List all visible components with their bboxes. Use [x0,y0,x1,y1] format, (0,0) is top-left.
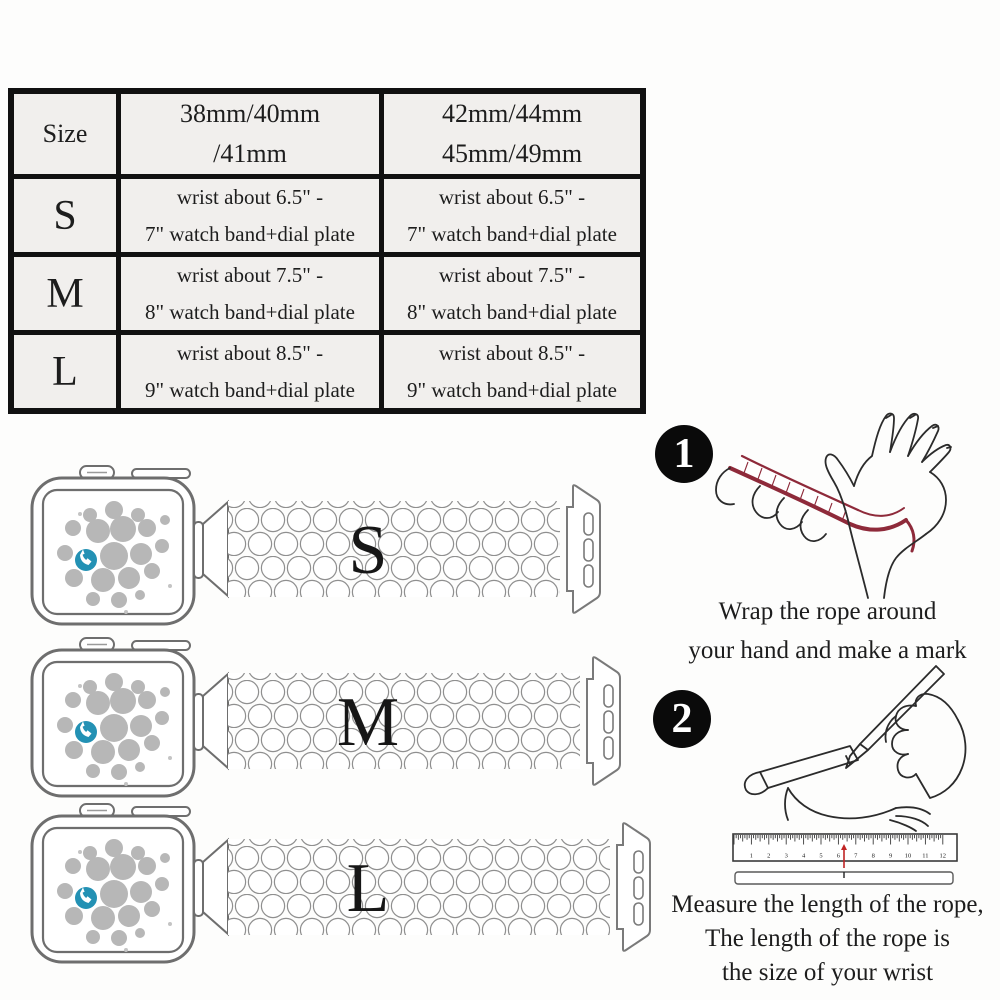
svg-text:11: 11 [922,852,929,860]
svg-text:5: 5 [819,852,823,860]
cell-s-small: wrist about 6.5" - 7" watch band+dial plate [121,179,379,252]
watch-band-svg-s [0,460,670,638]
step-1-caption [650,592,1000,670]
svg-text:6: 6 [836,852,841,860]
svg-text:8: 8 [871,852,875,860]
cell-l-large: wrist about 8.5" - 9" watch band+dial plate [384,335,640,408]
svg-text:10: 10 [904,852,912,860]
size-header-label: Size [42,119,88,148]
band-size-letter: S [348,512,388,589]
band-adapter-icon [587,657,620,785]
svg-text:3: 3 [784,852,788,860]
bubble-strip [228,839,610,935]
step-2-caption-line-3: the size of your wrist [721,959,934,986]
step-2-caption-line-2: The length of the rope is [704,925,951,952]
cell-m-large: wrist about 7.5" - 8" watch band+dial plate [384,257,640,330]
band-size-letter: L [346,850,390,927]
mark-rope-hand-illustration [700,660,1000,832]
step-1-caption-line-1: Wrap the rope around [718,598,937,625]
svg-text:7: 7 [854,852,858,860]
row-label-s: S [14,179,116,252]
svg-text:2: 2 [767,852,771,860]
column-header-small-case: 38mm/40mm /41mm [121,94,379,174]
band-adapter-icon [567,485,600,613]
step-2-caption [645,888,1000,990]
row-label-m: M [14,257,116,330]
svg-text:12: 12 [939,852,947,860]
svg-text:4: 4 [801,852,806,860]
step-2-caption-line-1: Measure the length of the rope, [671,891,984,918]
size-table [8,88,646,414]
watch-band-illustration-l [0,798,670,976]
wrap-rope-hand-illustration [700,408,1000,603]
watch-band-svg-m [0,632,670,810]
ruler-illustration [728,832,968,892]
cell-s-large: wrist about 6.5" - 7" watch band+dial plate [384,179,640,252]
band-size-letter: M [336,684,400,761]
row-label-l: L [14,335,116,408]
svg-text:9: 9 [888,852,893,860]
step-2-badge: 2 [653,690,711,748]
cell-m-small: wrist about 7.5" - 8" watch band+dial plate [121,257,379,330]
column-header-large-case: 42mm/44mm 45mm/49mm [384,94,640,174]
cell-l-small: wrist about 8.5" - 9" watch band+dial plate [121,335,379,408]
bubble-strip [228,501,560,597]
step-1-badge: 1 [655,425,713,483]
watch-band-illustration-s [0,460,670,638]
bubble-strip [228,673,580,769]
watch-band-illustration-m [0,632,670,810]
watch-band-svg-l [0,798,670,976]
size-table-corner [14,94,116,174]
step-1-caption-line-2: your hand and make a mark [688,637,967,664]
svg-text:1: 1 [749,852,754,860]
